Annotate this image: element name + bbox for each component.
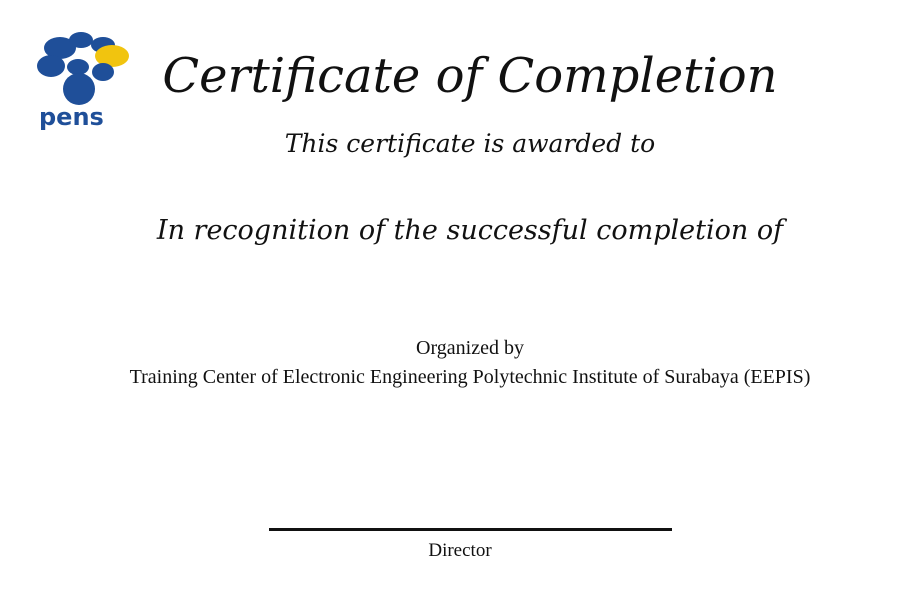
logo-text: pens <box>39 103 104 131</box>
signatory-title: Director <box>428 540 492 561</box>
organized-by-label: Organized by <box>416 337 524 359</box>
signature-line <box>269 528 672 531</box>
organizer-name: Training Center of Electronic Engineering Polytechnic Institute of Surabaya (EEPIS) <box>129 366 811 388</box>
certificate-title: Certificate of Completion <box>162 48 778 104</box>
recognition-text: In recognition of the successful completion of <box>156 215 784 246</box>
awarded-text: This certificate is awarded to <box>284 129 656 158</box>
